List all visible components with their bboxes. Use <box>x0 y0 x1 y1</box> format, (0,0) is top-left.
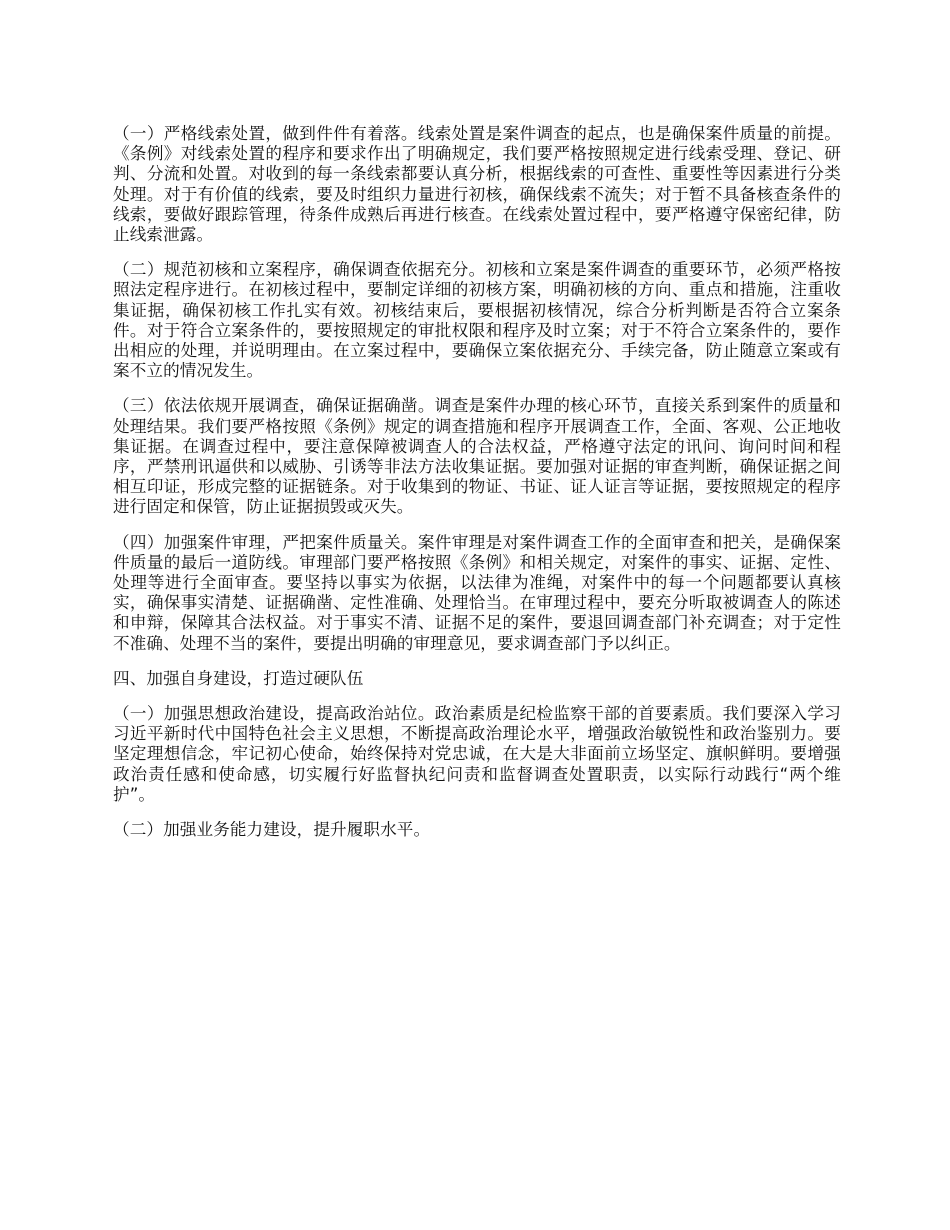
document-body <box>113 124 841 855</box>
paragraph-clue-handling: （一）严格线索处置，做到件件有着落。线索处置是案件调查的起点，也是确保案件质量的前提。《条例》对线索处置的程序和要求作出了明确规定，我们要严格按照规定进行线索受理、登记、研判、分流和处置。对收到的每一条线索都要认真分析，根据线索的可查性、重要性等因素进行分类处理。对于有价值的线索，要及时组织力量进行初核，确保线索不流失；对于暂不具备核查条件的线索，要做好跟踪管理，待条件成熟后再进行核查。在线索处置过程中，要严格遵守保密纪律，防止线索泄露。 <box>113 124 841 245</box>
paragraph-investigation: （三）依法依规开展调查，确保证据确凿。调查是案件办理的核心环节，直接关系到案件的质量和处理结果。我们要严格按照《条例》规定的调查措施和程序开展调查工作，全面、客观、公正地收集证据。在调查过程中，要注意保障被调查人的合法权益，严格遵守法定的讯问、询问时间和程序，严禁刑讯逼供和以威胁、引诱等非法方法收集证据。要加强对证据的审查判断，确保证据之间相互印证，形成完整的证据链条。对于收集到的物证、书证、证人证言等证据，要按照规定的程序进行固定和保管，防止证据损毁或灭失。 <box>113 396 841 517</box>
paragraph-preliminary-check: （二）规范初核和立案程序，确保调查依据充分。初核和立案是案件调查的重要环节，必须严格按照法定程序进行。在初核过程中，要制定详细的初核方案，明确初核的方向、重点和措施，注重收集证据，确保初核工作扎实有效。初核结束后，要根据初核情况，综合分析判断是否符合立案条件。对于符合立案条件的，要按照规定的审批权限和程序及时立案；对于不符合立案条件的，要作出相应的处理，并说明理由。在立案过程中，要确保立案依据充分、手续完备，防止随意立案或有案不立的情况发生。 <box>113 260 841 381</box>
paragraph-capability-building: （二）加强业务能力建设，提升履职水平。 <box>113 820 431 840</box>
section-heading: 四、加强自身建设，打造过硬队伍 <box>113 668 364 688</box>
paragraph-case-review: （四）加强案件审理，严把案件质量关。案件审理是对案件调查工作的全面审查和把关，是确保案件质量的最后一道防线。审理部门要严格按照《条例》和相关规定，对案件的事实、证据、定性、处理等进行全面审查。要坚持以事实为依据，以法律为准绳，对案件中的每一个问题都要认真核实，确保事实清楚、证据确凿、定性准确、处理恰当。在审理过程中，要充分听取被调查人的陈述和申辩，保障其合法权益。对于事实不清、证据不足的案件，要退回调查部门补充调查；对于定性不准确、处理不当的案件，要提出明确的审理意见，要求调查部门予以纠正。 <box>113 532 841 653</box>
paragraph-political-building: （一）加强思想政治建设，提高政治站位。政治素质是纪检监察干部的首要素质。我们要深入学习习近平新时代中国特色社会主义思想，不断提高政治理论水平，增强政治敏锐性和政治鉴别力。要坚定理想信念，牢记初心使命，始终保持对党忠诚，在大是大非面前立场坚定、旗帜鲜明。要增强政治责任感和使命感，切实履行好监督执纪问责和监督调查处置职责，以实际行动践行“两个维护”。 <box>113 704 841 804</box>
